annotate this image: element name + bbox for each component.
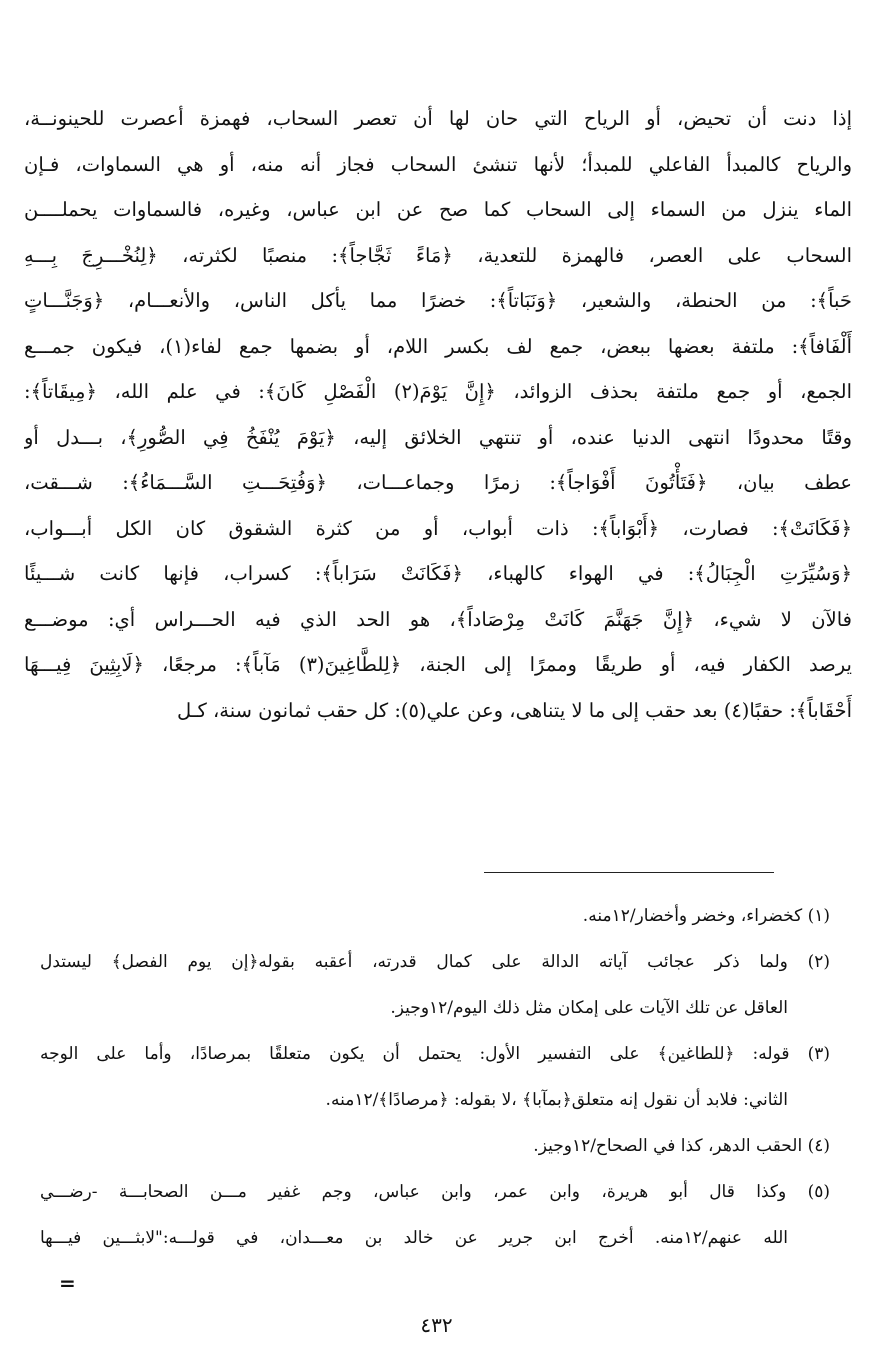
text-line: أَحْقَاباً﴾: حقبًا(٤) بعد حقب إلى ما لا يتناهى، وعن علي(٥): كل حقب ثمانون سنة، كـل (177, 698, 852, 722)
text-line: الماء ينزل من السماء إلى السحاب كما صح عن ابن عباس، وغيره، فالسماوات يحملــــن (24, 198, 852, 221)
main-text-body (24, 96, 852, 733)
text-line: عطف بيان، ﴿فَتَأْتُونَ أَفْوَاجاً﴾: زمرًا وجماعـــات، ﴿وَفُتِحَـــتِ السَّـــمَاءُ﴾: شـــقت، (24, 471, 852, 494)
continuation-mark: = (59, 1271, 76, 1295)
text-line: ﴿فَكَانَتْ﴾: فصارت، ﴿أَبْوَاباً﴾: ذات أبواب، أو من كثرة الشقوق كان الكل أبـــواب، (24, 516, 852, 540)
text-line: والرياح كالمبدأ الفاعلي للمبدأ؛ لأنها تنشئ السحاب فجاز أنه منه، أو هي السماوات، فـإن (24, 152, 852, 176)
footnote-line: (١) كخضراء، وخضر وأخضار/١٢منه. (582, 906, 830, 926)
footnote-1 (40, 893, 830, 939)
text-line: إذا دنت أن تحيض، أو الرياح التي حان لها أن تعصر السحاب، فهمزة أعصرت للحينونــة، (24, 107, 852, 130)
text-line: الجمع، أو جمع ملتفة بحذف الزوائد، ﴿إِنَّ يَوْمَ(٢) الْفَصْلِ كَانَ﴾: في علم الله، ﴿مِيقَاتاً﴾: (24, 380, 852, 403)
footnote-line: العاقل عن تلك الآيات على إمكان مثل ذلك اليوم/١٢وجيز. (390, 998, 788, 1018)
text-line: أَلْفَافاً﴾: ملتفة بعضها ببعض، جمع لف بكسر اللام، أو بضمها جمع لفاء(١)، فيكون جمـــع (24, 334, 852, 358)
text-line: وقتًا محدودًا انتهى الدنيا عنده، أو تنتهي الخلائق إليه، ﴿يَوْمَ يُنْفَخُ فِي الصُّورِ﴾، بـــدل أو (24, 425, 852, 449)
text-line: السحاب على العصر، فالهمزة للتعدية، ﴿مَاءً ثَجَّاجاً﴾: منصبًا لكثرته، ﴿لِنُخْـــرِجَ بِـــهِ (24, 243, 852, 267)
text-line: حَباً﴾: من الحنطة، والشعير، ﴿وَنَبَاتاً﴾: خضرًا مما يأكل الناس، والأنعـــام، ﴿وَجَنَّـــاتٍ (24, 289, 852, 312)
text-line: فالآن لا شيء، ﴿إِنَّ جَهَنَّمَ كَانَتْ مِرْصَاداً﴾، هو الحد الذي فيه الحـــراس أي: موضـــع (24, 607, 852, 631)
footnote-line: (٤) الحقب الدهر، كذا في الصحاح/١٢وجيز. (533, 1136, 830, 1156)
footnote-4 (40, 1123, 830, 1169)
footnote-5 (40, 1169, 830, 1261)
footnote-3 (40, 1031, 830, 1123)
footnote-separator (484, 872, 774, 873)
footnote-line: الله عنهم/١٢منه. أخرج ابن جرير عن خالد بن معـــدان، في قولـــه:"لابثـــين فيـــها (40, 1228, 788, 1248)
footnote-line: (٥) وكذا قال أبو هريرة، وابن عمر، وابن عباس، وجم غفير مـــن الصحابـــة -رضـــي (40, 1182, 830, 1202)
footnote-line: الثاني: فلابد أن نقول إنه متعلق﴿بمآبا﴾ ،لا بقوله: ﴿مرصادًا﴾/١٢منه. (325, 1090, 788, 1110)
text-line: يرصد الكفار فيه، أو طريقًا وممرًا إلى الجنة، ﴿لِلطَّاغِينَ(٣) مَآباً﴾: مرجعًا، ﴿لَابِثِينَ فِيـــهَا (24, 653, 852, 676)
footnote-line: (٢) ولما ذكر عجائب آياته الدالة على كمال قدرته، أعقبه بقوله﴿إن يوم الفصل﴾ ليستدل (40, 952, 830, 972)
footnote-line: (٣) قوله: ﴿للطاغين﴾ على التفسير الأول: يحتمل أن يكون متعلقًا بمرصادًا، وأما على الوجه (40, 1044, 830, 1064)
footnote-2 (40, 939, 830, 1031)
footnotes (40, 893, 830, 1261)
page-number: ٤٣٢ (420, 1313, 453, 1337)
text-line: ﴿وَسُيِّرَتِ الْجِبَالُ﴾: في الهواء كالهباء، ﴿فَكَانَتْ سَرَاباً﴾: كسراب، فإنها كانت شـــيئًا (24, 562, 852, 585)
